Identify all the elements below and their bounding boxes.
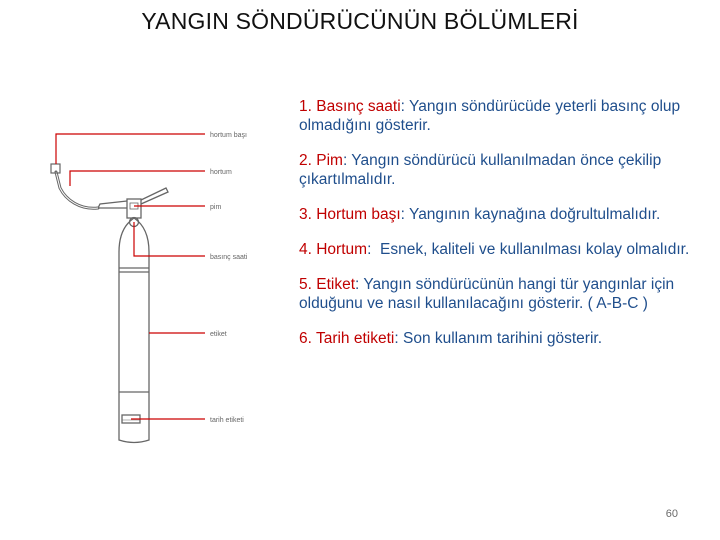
item-text: Yangın söndürücü kullanılmadan önce çekilip çıkartılmalıdır. xyxy=(299,152,662,188)
item-label: 4. Hortum xyxy=(299,241,368,258)
list-item xyxy=(299,97,699,135)
hose xyxy=(56,172,98,208)
item-separator: : xyxy=(394,330,403,347)
item-label: 2. Pim xyxy=(299,152,343,169)
list-item xyxy=(299,329,699,348)
item-separator: : xyxy=(342,152,352,169)
item-separator: : xyxy=(355,276,364,293)
item-text: Esnek, kaliteli ve kullanılması kolay olmalıdır. xyxy=(379,241,690,258)
diagram-label-etiket: etiket xyxy=(210,331,227,338)
item-text: Son kullanım tarihini gösterir. xyxy=(402,330,602,347)
page-number: 60 xyxy=(665,508,678,520)
leader-lines xyxy=(56,134,205,419)
item-text: Yangın söndürücüde yeterli basınç olup olmadığını gösterir. xyxy=(299,98,681,134)
item-text: Yangın söndürücünün hangi tür yangınlar için olduğunu ve nasıl kullanılacağını gösterir. ( A-B-C ) xyxy=(299,276,675,312)
parts-list xyxy=(299,97,699,364)
item-label: 1. Basınç saati xyxy=(299,98,401,115)
item-label: 6. Tarih etiketi xyxy=(299,330,395,347)
diagram-label-hortum-basi: hortum başı xyxy=(210,132,247,139)
fire-extinguisher-diagram xyxy=(0,0,290,540)
list-item xyxy=(299,275,699,313)
item-label: 5. Etiket xyxy=(299,276,355,293)
diagram-label-pim: pim xyxy=(210,204,222,211)
item-separator: : xyxy=(400,206,409,223)
slide-title: YANGIN SÖNDÜRÜCÜNÜN BÖLÜMLERİ xyxy=(141,8,579,34)
list-item xyxy=(299,151,699,189)
item-separator: : xyxy=(400,98,410,115)
item-text: Yangının kaynağına doğrultulmalıdır. xyxy=(409,206,661,223)
diagram-label-basinc-saati: basınç saati xyxy=(210,254,248,261)
list-item xyxy=(299,240,699,259)
item-label: 3. Hortum başı xyxy=(299,206,401,223)
diagram-label-tarih-etiketi: tarih etiketi xyxy=(210,417,244,424)
item-separator: : xyxy=(367,241,380,258)
list-item xyxy=(299,205,699,224)
diagram-label-hortum: hortum xyxy=(210,169,232,176)
extinguisher-head xyxy=(98,188,168,218)
